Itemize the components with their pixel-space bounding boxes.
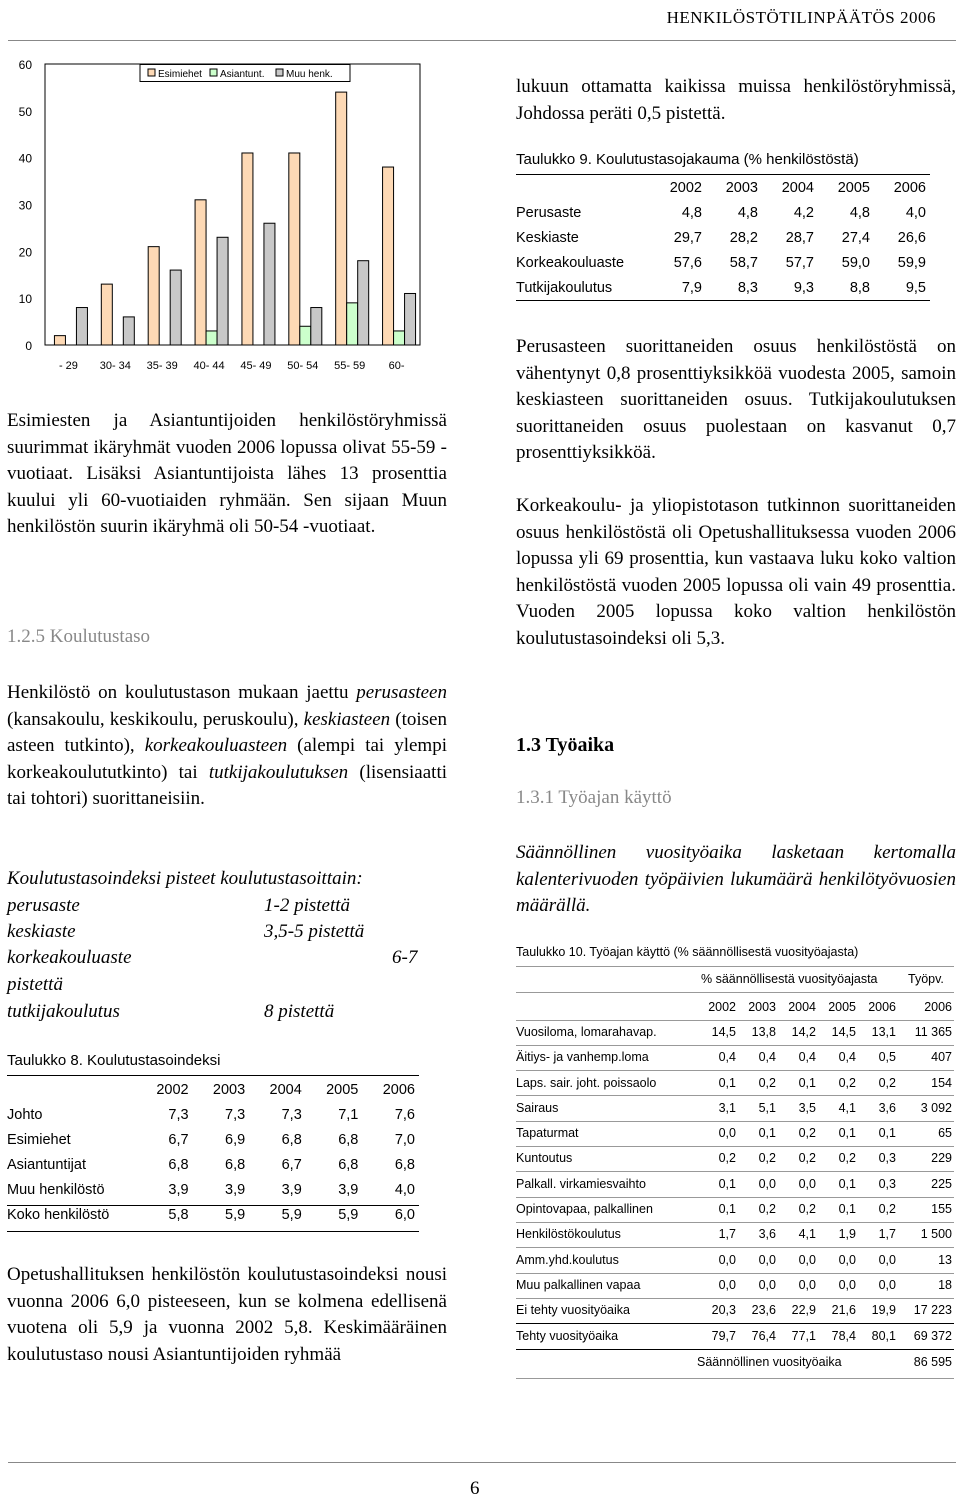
y-tick-label: 60: [18, 60, 32, 72]
bar: [394, 331, 405, 345]
running-head: HENKILÖSTÖTILINPÄÄTÖS 2006: [666, 8, 936, 27]
bar: [358, 261, 369, 345]
bar: [336, 92, 347, 345]
table10-group-header-days: Työpv.: [908, 972, 944, 986]
bar: [54, 336, 65, 345]
bar: [289, 153, 300, 345]
table-row: Äitiys- ja vanhemp.loma 0,4 0,4 0,4 0,4 0,5 407: [516, 1050, 952, 1065]
table10-header-row: 2002 2003 2004 2005 2006 2006: [708, 999, 952, 1014]
bar: [101, 284, 112, 345]
footer-rule: [8, 1462, 956, 1463]
y-tick-label: 30: [18, 198, 32, 213]
points-label-2: keskiaste: [7, 921, 76, 942]
points-value-1: 1-2 pistettä: [264, 895, 351, 916]
table-row: Opintovapaa, palkallinen 0,1 0,2 0,2 0,1 0,2 155: [516, 1202, 952, 1217]
y-tick-label: 40: [18, 151, 32, 166]
continued-paragraph: lukuun ottamatta kaikissa muissa henkilöstöryhmissä, Johdossa peräti 0,5 pistettä.: [516, 76, 956, 124]
points-value-5: 8 pistettä: [264, 1001, 335, 1022]
table8-caption: Taulukko 8. Koulutustasoindeksi: [7, 1052, 221, 1069]
table-row: Johto 7,3 7,3 7,3 7,1 7,6: [7, 1106, 415, 1123]
table-row: Vuosiloma, lomarahavap. 14,5 13,8 14,2 14,5 13,1 11 365: [516, 1024, 952, 1039]
table-row: Ei tehty vuosityöaika 20,3 23,6 22,9 21,6 19,9 17 223: [516, 1303, 952, 1318]
table8-header-row: 2002 2003 2004 2005 2006: [156, 1081, 415, 1098]
points-value-2: 3,5-5 pistettä: [264, 921, 365, 942]
points-label-1: perusaste: [7, 895, 80, 916]
points-label-4: pistettä: [7, 974, 63, 995]
page-number: 6: [470, 1478, 480, 1499]
table-row: Tutkijakoulutus 7,9 8,3 9,3 8,8 9,5: [516, 279, 926, 296]
legend-label: Asiantunt.: [220, 69, 265, 80]
x-tick-label: 55- 59: [334, 360, 366, 372]
bar: [311, 308, 322, 345]
x-tick-label: 45- 49: [240, 360, 272, 372]
index-paragraph: Opetushallituksen henkilöstön koulutustasoindeksi nousi vuonna 2006 6,0 pisteeseen, kun se kolmena edellisenä vuotena oli 5,9 ja vuonna 2002 5,8. Keskimääräinen koulutustaso nousi Asiantuntijoiden ryhmää: [7, 1264, 447, 1365]
table10-footer-label: Säännöllinen vuosityöaika: [697, 1355, 842, 1369]
x-tick-label: 30- 34: [99, 360, 131, 372]
table9-header-row: 2002 2003 2004 2005 2006: [669, 179, 926, 196]
bar: [347, 303, 358, 345]
worktime-paragraph: Säännöllinen vuosityöaika lasketaan kertomalla kalenterivuoden työpäivien lukumäärä henkilötyövuosien määrällä.: [516, 842, 956, 916]
university-paragraph: Korkeakoulu- ja yliopistotason tutkinnon suorittaneiden osuus henkilöstöstä oli Opetushallituksessa vuoden 2006 lopussa yli 69 prosenttia, kun vastaava luku koko valtion henkilöstöstä vuoden 2005 lopussa oli vain 49 prosenttia. Vuoden 2005 lopussa koko valtion henkilöstön koulutustasoindeksi oli 5,3.: [516, 495, 956, 649]
table-row: Sairaus 3,1 5,1 3,5 4,1 3,6 3 092: [516, 1100, 952, 1115]
legend-label: Esimiehet: [158, 69, 202, 80]
bar: [405, 293, 416, 345]
points-label-5: tutkijakoulutus: [7, 1001, 120, 1022]
table-row: Muu palkallinen vapaa 0,0 0,0 0,0 0,0 0,0 18: [516, 1277, 952, 1292]
bar: [300, 326, 311, 345]
x-tick-label: 40- 44: [193, 360, 225, 372]
table-row: Amm.yhd.koulutus 0,0 0,0 0,0 0,0 0,0 13: [516, 1252, 952, 1267]
table-row: Esimiehet 6,7 6,9 6,8 6,8 7,0: [7, 1131, 415, 1148]
section-heading-koulutustaso: 1.2.5 Koulutustaso: [7, 626, 151, 647]
table-row: Muu henkilöstö 3,9 3,9 3,9 3,9 4,0: [7, 1181, 415, 1198]
table-row: Korkeakouluaste 57,6 58,7 57,7 59,0 59,9: [516, 254, 926, 271]
legend-swatch: [210, 69, 217, 76]
bar: [123, 317, 134, 345]
y-tick-label: 50: [18, 104, 32, 119]
table-row: Henkilöstökoulutus 1,7 3,6 4,1 1,9 1,7 1 500: [516, 1227, 952, 1242]
education-paragraph: Henkilöstö on koulutustason mukaan jaettu perusasteen (kansakoulu, keskikoulu, peruskoulu), keskiasteen (toisen asteen tutkinto), korkeakouluasteen (alempi tai ylempi korkeakoulututkinto) tai tutkijakoulutuksen (lisensiaatti tai tohtori) suorittaneisiin.: [7, 682, 448, 809]
bar: [242, 153, 253, 345]
section-heading-tyoajan-kaytto: 1.3.1 Työajan käyttö: [516, 787, 672, 808]
bar: [264, 223, 275, 345]
bar: [195, 200, 206, 345]
bar: [217, 237, 228, 345]
table9: [516, 175, 926, 300]
table-row: Tapaturmat 0,0 0,1 0,2 0,1 0,1 65: [516, 1126, 952, 1141]
table-row: Perusaste 4,8 4,8 4,2 4,8 4,0: [516, 204, 926, 221]
legend-swatch: [148, 69, 155, 76]
bar: [383, 167, 394, 345]
x-tick-label: 60-: [388, 360, 405, 372]
legend-swatch: [276, 69, 283, 76]
table9-caption: Taulukko 9. Koulutustasojakauma (% henkilöstöstä): [516, 151, 859, 168]
y-tick-label: 10: [18, 292, 32, 307]
table-row: Palkall. virkamiesvaihto 0,1 0,0 0,0 0,1 0,3 225: [516, 1176, 952, 1191]
table10-footer-value: 86 595: [913, 1355, 952, 1369]
age-paragraph: Esimiesten ja Asiantuntijoiden henkilöstöryhmissä suurimmat ikäryhmät vuoden 2006 lopussa olivat 55-59 -vuotiaat. Lisäksi Asiantuntijoista lähes 13 prosenttia kuului yli 60-vuotiaiden ryhmään. Sen sijaan Muun henkilöstön suurin ikäryhmä oli 50-54 -vuotiaat.: [7, 410, 447, 537]
distribution-paragraph: Perusasteen suorittaneiden osuus henkilöstöstä on vähentynyt 0,8 prosenttiyksikköä vuodesta 2005, samoin keskiasteen suorittaneiden osuus. Tutkijakoulutuksen suorittaneiden osuus puolestaan on kasvanut 0,7 prosenttiyksikköä.: [516, 336, 956, 463]
table10-group-header: % säännöllisestä vuosityöajasta: [701, 972, 878, 986]
table10-caption: Taulukko 10. Työajan käyttö (% säännöllisestä vuosityöajasta): [516, 945, 859, 959]
table-row: Koko henkilöstö 5,8 5,9 5,9 5,9 6,0: [7, 1206, 415, 1223]
table-row: Tehty vuosityöaika 79,7 76,4 77,1 78,4 80,1 69 372: [516, 1328, 952, 1343]
table-row: Kuntoutus 0,2 0,2 0,2 0,2 0,3 229: [516, 1151, 952, 1166]
table-row: Keskiaste 29,7 28,2 28,7 27,4 26,6: [516, 229, 926, 246]
bar: [206, 331, 217, 345]
points-title: Koulutustasoindeksi pisteet koulutustasoittain:: [7, 868, 363, 889]
bar: [76, 308, 87, 345]
bar: [148, 247, 159, 345]
x-tick-label: 35- 39: [146, 360, 178, 372]
table-row: Laps. sair. joht. poissaolo 0,1 0,2 0,1 0,2 0,2 154: [516, 1075, 952, 1090]
section-heading-tyoaika: 1.3 Työaika: [516, 734, 615, 756]
age-distribution-chart: [0, 60, 430, 390]
x-tick-label: - 29: [58, 360, 78, 372]
points-value-3: 6-7: [392, 947, 418, 968]
table-row: Asiantuntijat 6,8 6,8 6,7 6,8 6,8: [7, 1156, 415, 1173]
bar: [170, 270, 181, 345]
legend-label: Muu henk.: [286, 69, 333, 80]
y-tick-label: 20: [18, 245, 32, 260]
y-tick-label: 0: [25, 339, 32, 353]
header-rule: [8, 40, 956, 41]
x-tick-label: 50- 54: [287, 360, 319, 372]
points-label-3: korkeakouluaste: [7, 947, 132, 968]
